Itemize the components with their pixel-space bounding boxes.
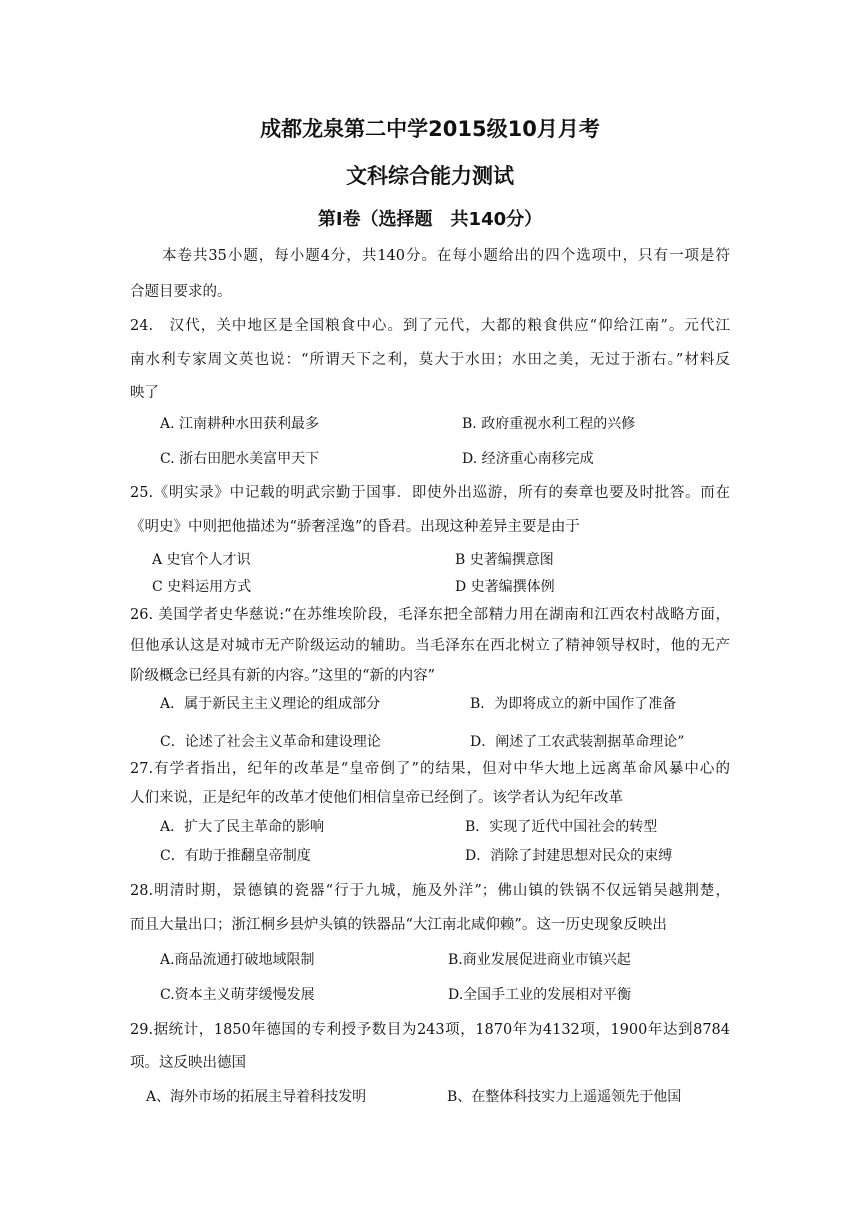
question-26-line-1: 26. 美国学者史华慈说:“在苏维埃阶段，毛泽东把全部精力用在湖南和江西农村战略方面， [130, 607, 730, 623]
question-28-option-b[interactable]: B.商业发展促进商业市镇兴起 [448, 952, 631, 968]
question-25-option-b[interactable]: B 史著编撰意图 [455, 552, 554, 568]
question-25-option-a[interactable]: A 史官个人才识 [152, 552, 251, 568]
question-26-option-a[interactable]: A．属于新民主主义理论的组成部分 [160, 696, 381, 712]
question-29-line-2: 项。这反映出德国 [130, 1055, 246, 1071]
exam-subtitle: 文科综合能力测试 [346, 164, 514, 188]
question-25-option-c[interactable]: C 史料运用方式 [152, 579, 252, 595]
intro-line-1: 本卷共35小题，每小题4分，共140分。在每小题给出的四个选项中，只有一项是符 [162, 248, 730, 264]
question-29-option-a[interactable]: A、海外市场的拓展主导着科技发明 [146, 1089, 367, 1105]
question-27-option-b[interactable]: B．实现了近代中国社会的转型 [465, 819, 658, 835]
question-26-option-c[interactable]: C．论述了社会主义革命和建设理论 [160, 734, 381, 750]
question-28-option-c[interactable]: C.资本主义萌芽缓慢发展 [160, 987, 315, 1003]
question-27-line-2: 人们来说，正是纪年的改革才使他们相信皇帝已经倒了。该学者认为纪年改革 [130, 790, 623, 806]
question-27-option-a[interactable]: A．扩大了民主革命的影响 [160, 819, 325, 835]
question-29-option-b[interactable]: B、在整体科技实力上遥遥领先于他国 [447, 1089, 682, 1105]
question-24-line-3: 映了 [130, 385, 159, 401]
question-27-option-c[interactable]: C．有助于推翻皇帝制度 [160, 848, 311, 864]
intro-line-2: 合题目要求的。 [130, 284, 232, 300]
question-25-option-d[interactable]: D 史著编撰体例 [455, 579, 555, 595]
question-24-option-c[interactable]: C. 浙右田肥水美富甲天下 [160, 451, 320, 467]
question-26-line-2: 但他承认这是对城市无产阶级运动的辅助。当毛泽东在西北树立了精神领导权时，他的无产 [130, 638, 730, 654]
question-29-line-1: 29.据统计，1850年德国的专利授予数目为243项，1870年为4132项，1900年达到8784 [130, 1022, 730, 1038]
question-27-option-d[interactable]: D．消除了封建思想对民众的束缚 [465, 848, 673, 864]
exam-title: 成都龙泉第二中学2015级10月月考 [260, 117, 600, 141]
question-27-line-1: 27.有学者指出，纪年的改革是“皇帝倒了”的结果，但对中华大地上远离革命风暴中心的 [130, 761, 730, 777]
question-28-option-d[interactable]: D.全国手工业的发展相对平衡 [448, 987, 632, 1003]
question-26-option-b[interactable]: B．为即将成立的新中国作了准备 [470, 696, 677, 712]
question-26-option-d[interactable]: D．阐述了工农武装割据革命理论” [470, 734, 685, 750]
question-24-option-b[interactable]: B. 政府重视水利工程的兴修 [462, 416, 636, 432]
question-24-line-2: 南水利专家周文英也说：“所谓天下之利，莫大于水田；水田之美，无过于浙右。”材料反 [130, 352, 730, 368]
question-25-line-1: 25.《明实录》中记载的明武宗勤于国事．即使外出巡游，所有的奏章也要及时批答。而在 [130, 485, 730, 501]
question-28-option-a[interactable]: A.商品流通打破地域限制 [160, 952, 315, 968]
question-28-line-2: 而且大量出口；浙江桐乡县炉头镇的铁器品“大江南北咸仰赖”。这一历史现象反映出 [130, 917, 667, 933]
section-heading: 第Ⅰ卷（选择题 共140分） [317, 209, 543, 230]
question-28-line-1: 28.明清时期，景德镇的瓷器“行于九城，施及外洋”；佛山镇的铁锅不仅远销吴越荆楚， [130, 883, 730, 899]
question-26-line-3: 阶级概念已经具有新的内容。”这里的“新的内容” [130, 668, 435, 684]
question-24-option-d[interactable]: D. 经济重心南移完成 [462, 451, 594, 467]
question-25-line-2: 《明史》中则把他描述为“骄奢淫逸”的昏君。出现这种差异主要是由于 [130, 519, 580, 535]
question-24-line-1: 24. 汉代，关中地区是全国粮食中心。到了元代，大都的粮食供应“仰给江南”。元代江 [130, 318, 730, 334]
question-24-option-a[interactable]: A. 江南耕种水田获利最多 [160, 416, 320, 432]
